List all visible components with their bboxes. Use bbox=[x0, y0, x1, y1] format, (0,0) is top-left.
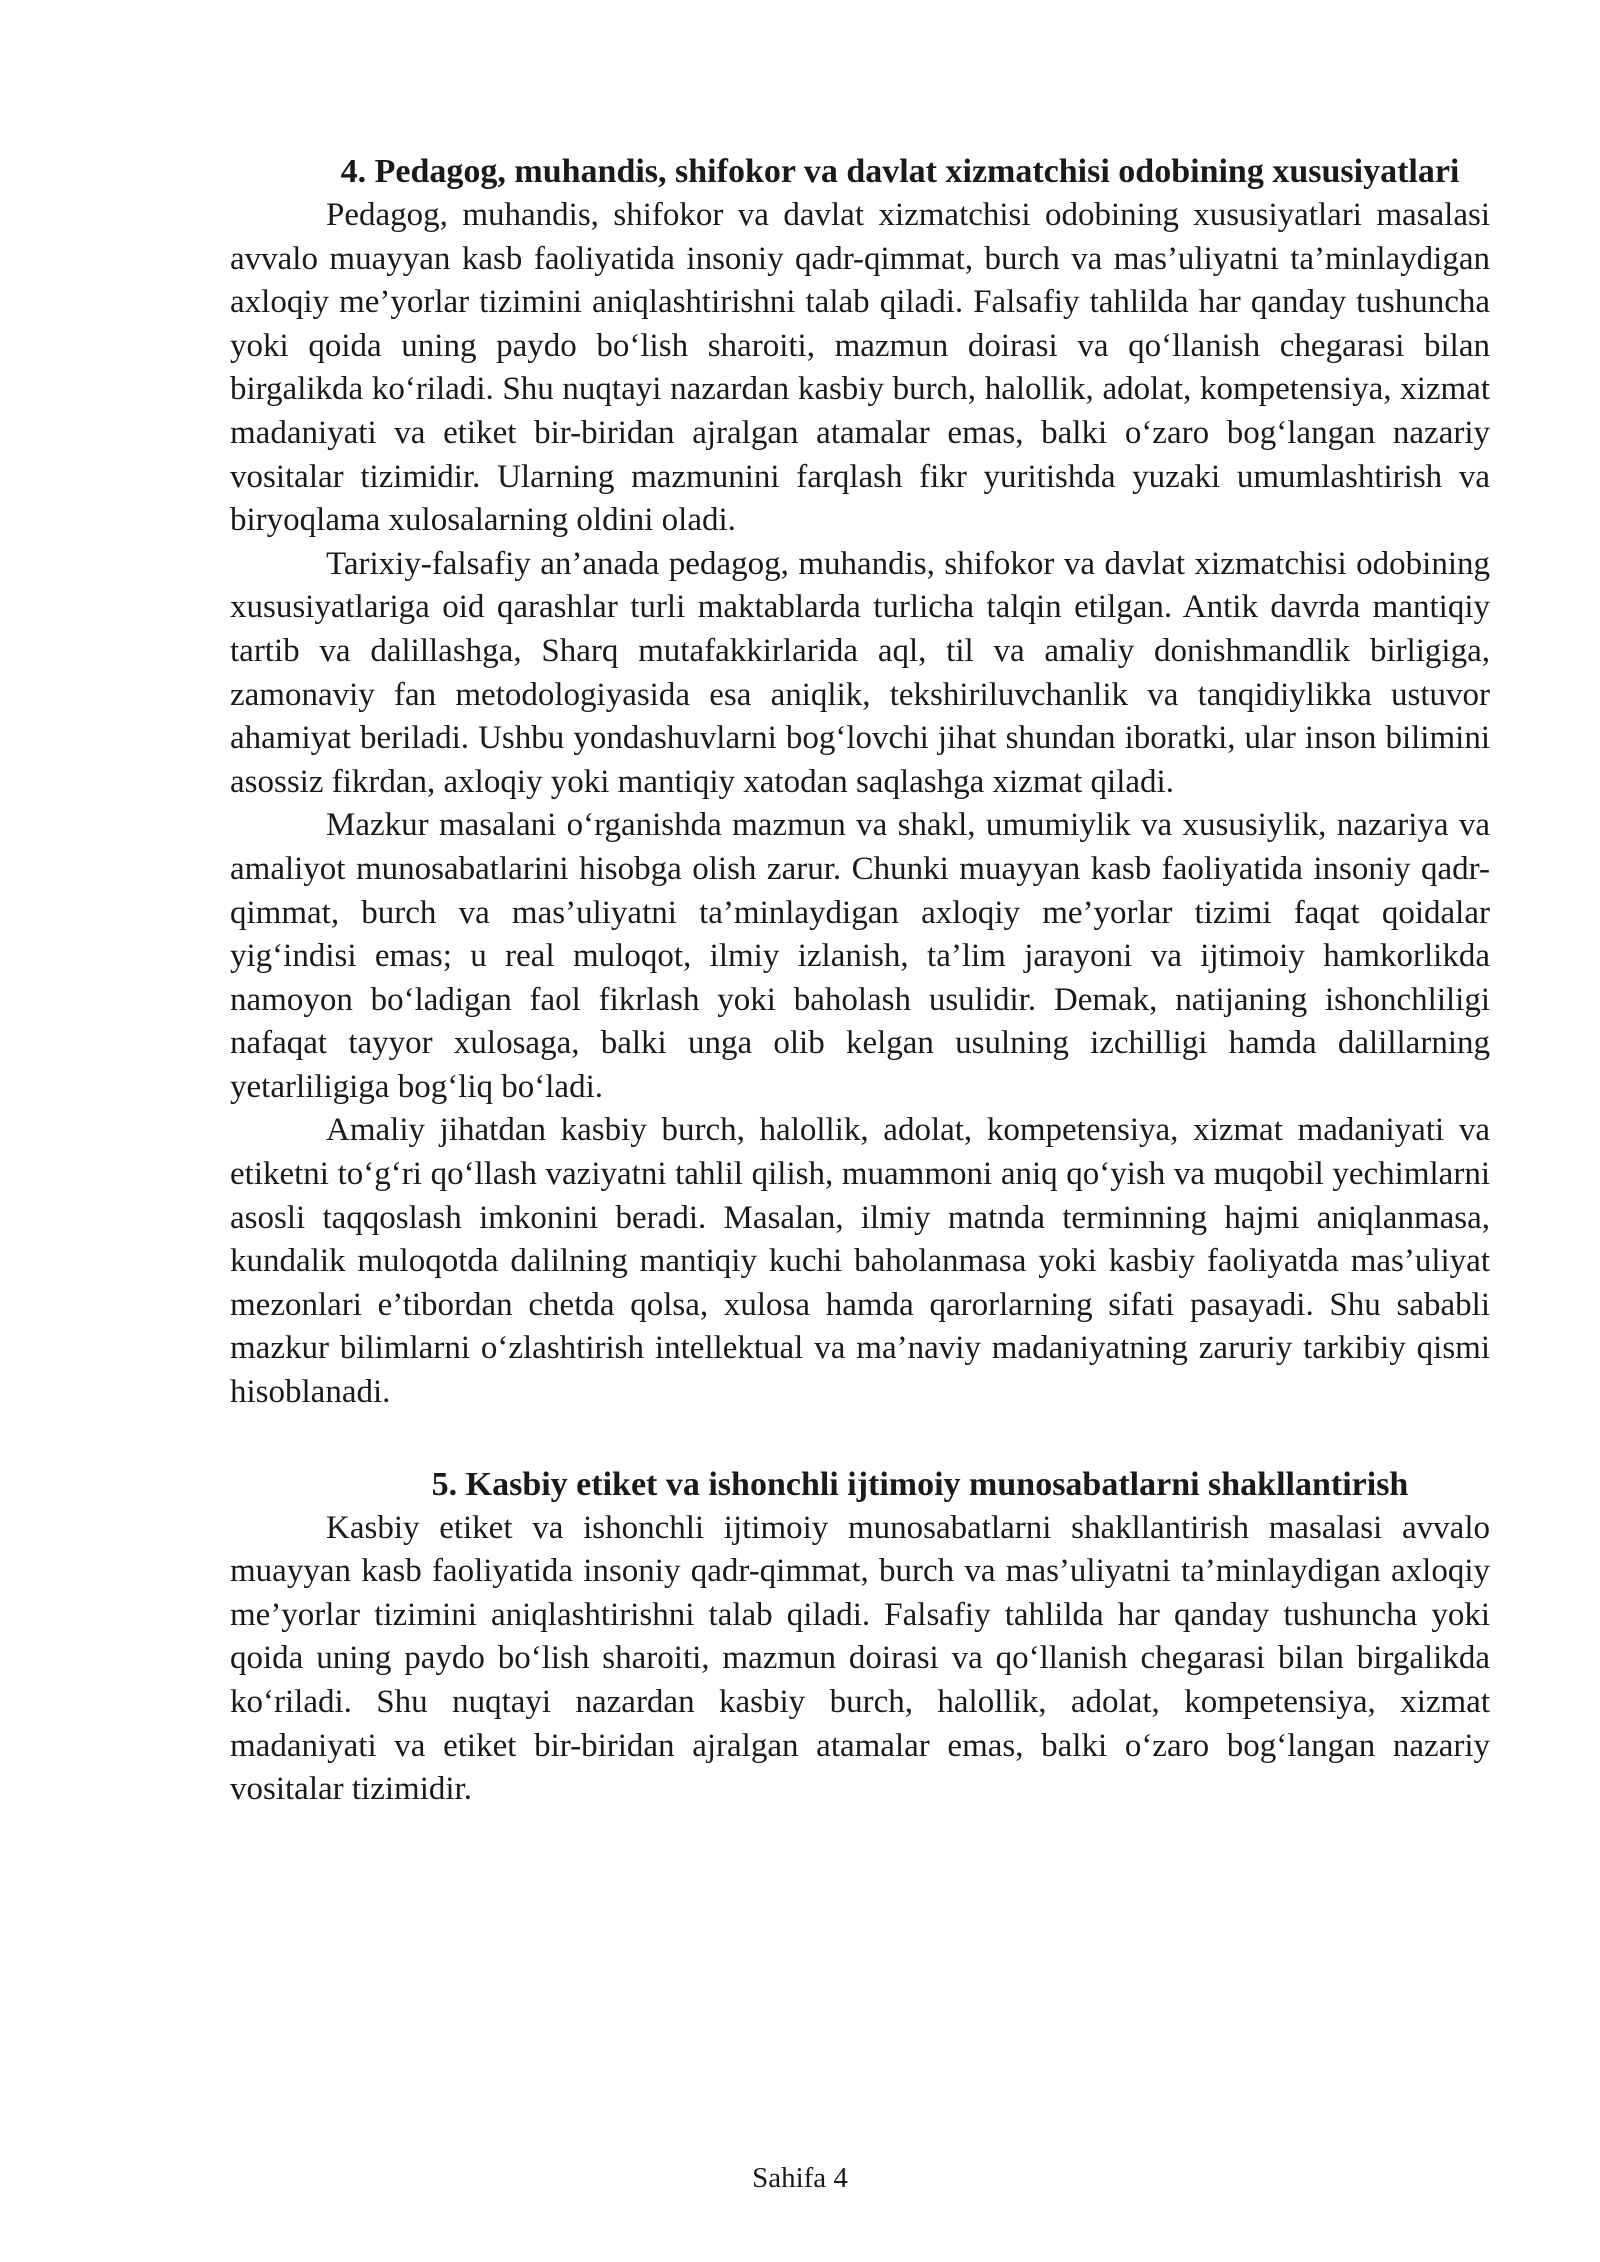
section-4-paragraph-4: Amaliy jihatdan kasbiy burch, halollik, adolat, kompetensiya, xizmat madaniyati va etiketni to‘g‘ri qo‘llash vaziyatni tahlil qilish, muammoni aniq qo‘yish va muqobil yechimlarni asosli taqqoslash imkonini beradi. Masalan, ilmiy matnda terminning hajmi aniqlanmasa, kundalik muloqotda dalilning mantiqiy kuchi baholanmasa yoki kasbiy faoliyatda mas’uliyat mezonlari e’tibordan chetda qolsa, xulosa hamda qarorlarning sifati pasayadi. Shu sababli mazkur bilimlarni o‘zlashtirish intellektual va ma’naviy madaniyatning zaruriy tarkibiy qismi hisoblanadi. bbox=[230, 1112, 1490, 1411]
section-4-paragraph-3: Mazkur masalani o‘rganishda mazmun va shakl, umumiylik va xususiylik, nazariya va amaliyot munosabatlarini hisobga olish zarur. Chunki muayyan kasb faoliyatida insoniy qadr-qimmat, burch va mas’uliyatni ta’minlaydigan axloqiy me’yorlar tizimi faqat qoidalar yig‘indisi emas; u real muloqot, ilmiy izlanish, ta’lim jarayoni va ijtimoiy hamkorlikda namoyon bo‘ladigan faol fikrlash yoki baholash usulidir. Demak, natijaning ishonchliligi nafaqat tayyor xulosaga, balki unga olib kelgan usulning izchilligi hamda dalillarning yetarliligiga bog‘liq bo‘ladi. bbox=[230, 807, 1490, 1105]
page-number: Sahifa 4 bbox=[752, 2162, 848, 2194]
section-5-paragraph-1: Kasbiy etiket va ishonchli ijtimoiy munosabatlarni shakllantirish masalasi avvalo muayyan kasb faoliyatida insoniy qadr-qimmat, burch va mas’uliyatni ta’minlaydigan axloqiy me’yorlar tizimini aniqlashtirishni talab qiladi. Falsafiy tahlilda har qanday tushuncha yoki qoida uning paydo bo‘lish sharoiti, mazmun doirasi va qo‘llanish chegarasi bilan birgalikda ko‘riladi. Shu nuqtayi nazardan kasbiy burch, halollik, adolat, kompetensiya, xizmat madaniyati va etiket bir-biridan ajralgan atamalar emas, balki o‘zaro bog‘langan nazariy vositalar tizimidir. bbox=[230, 1509, 1490, 1808]
section-4-paragraph-2: Tarixiy-falsafiy an’anada pedagog, muhandis, shifokor va davlat xizmatchisi odobining xususiyatlariga oid qarashlar turli maktablarda turlicha talqin etilgan. Antik davrda mantiqiy tartib va dalillashga, Sharq mutafakkirlarida aql, til va amaliy donishmandlik birligiga, zamonaviy fan metodologiyasida esa aniqlik, tekshiriluvchanlik va tanqidiylikka ustuvor ahamiyat beriladi. Ushbu yondashuvlarni bog‘lovchi jihat shundan iboratki, ular inson bilimini asossiz fikrdan, axloqiy yoki mantiqiy xatodan saqlashga xizmat qiladi. bbox=[230, 545, 1490, 800]
section-4-heading: 4. Pedagog, muhandis, shifokor va davlat xizmatchisi odobining xususiyatlari bbox=[340, 153, 1460, 190]
page-content bbox=[230, 150, 1490, 1812]
section-5-heading: 5. Kasbiy etiket va ishonchli ijtimoiy munosabatlarni shakllantirish bbox=[431, 1465, 1409, 1503]
section-4-paragraph-1: Pedagog, muhandis, shifokor va davlat xizmatchisi odobining xususiyatlari masalasi avvalo muayyan kasb faoliyatida insoniy qadr-qimmat, burch va mas’uliyatni ta’minlaydigan axloqiy me’yorlar tizimini aniqlashtirishni talab qiladi. Falsafiy tahlilda har qanday tushuncha yoki qoida uning paydo bo‘lish sharoiti, mazmun doirasi va qo‘llanish chegarasi bilan birgalikda ko‘riladi. Shu nuqtayi nazardan kasbiy burch, halollik, adolat, kompetensiya, xizmat madaniyati va etiket bir-biridan ajralgan atamalar emas, balki o‘zaro bog‘langan nazariy vositalar tizimidir. Ularning mazmunini farqlash fikr yuritishda yuzaki umumlashtirish va biryoqlama xulosalarning oldini oladi. bbox=[230, 197, 1490, 539]
